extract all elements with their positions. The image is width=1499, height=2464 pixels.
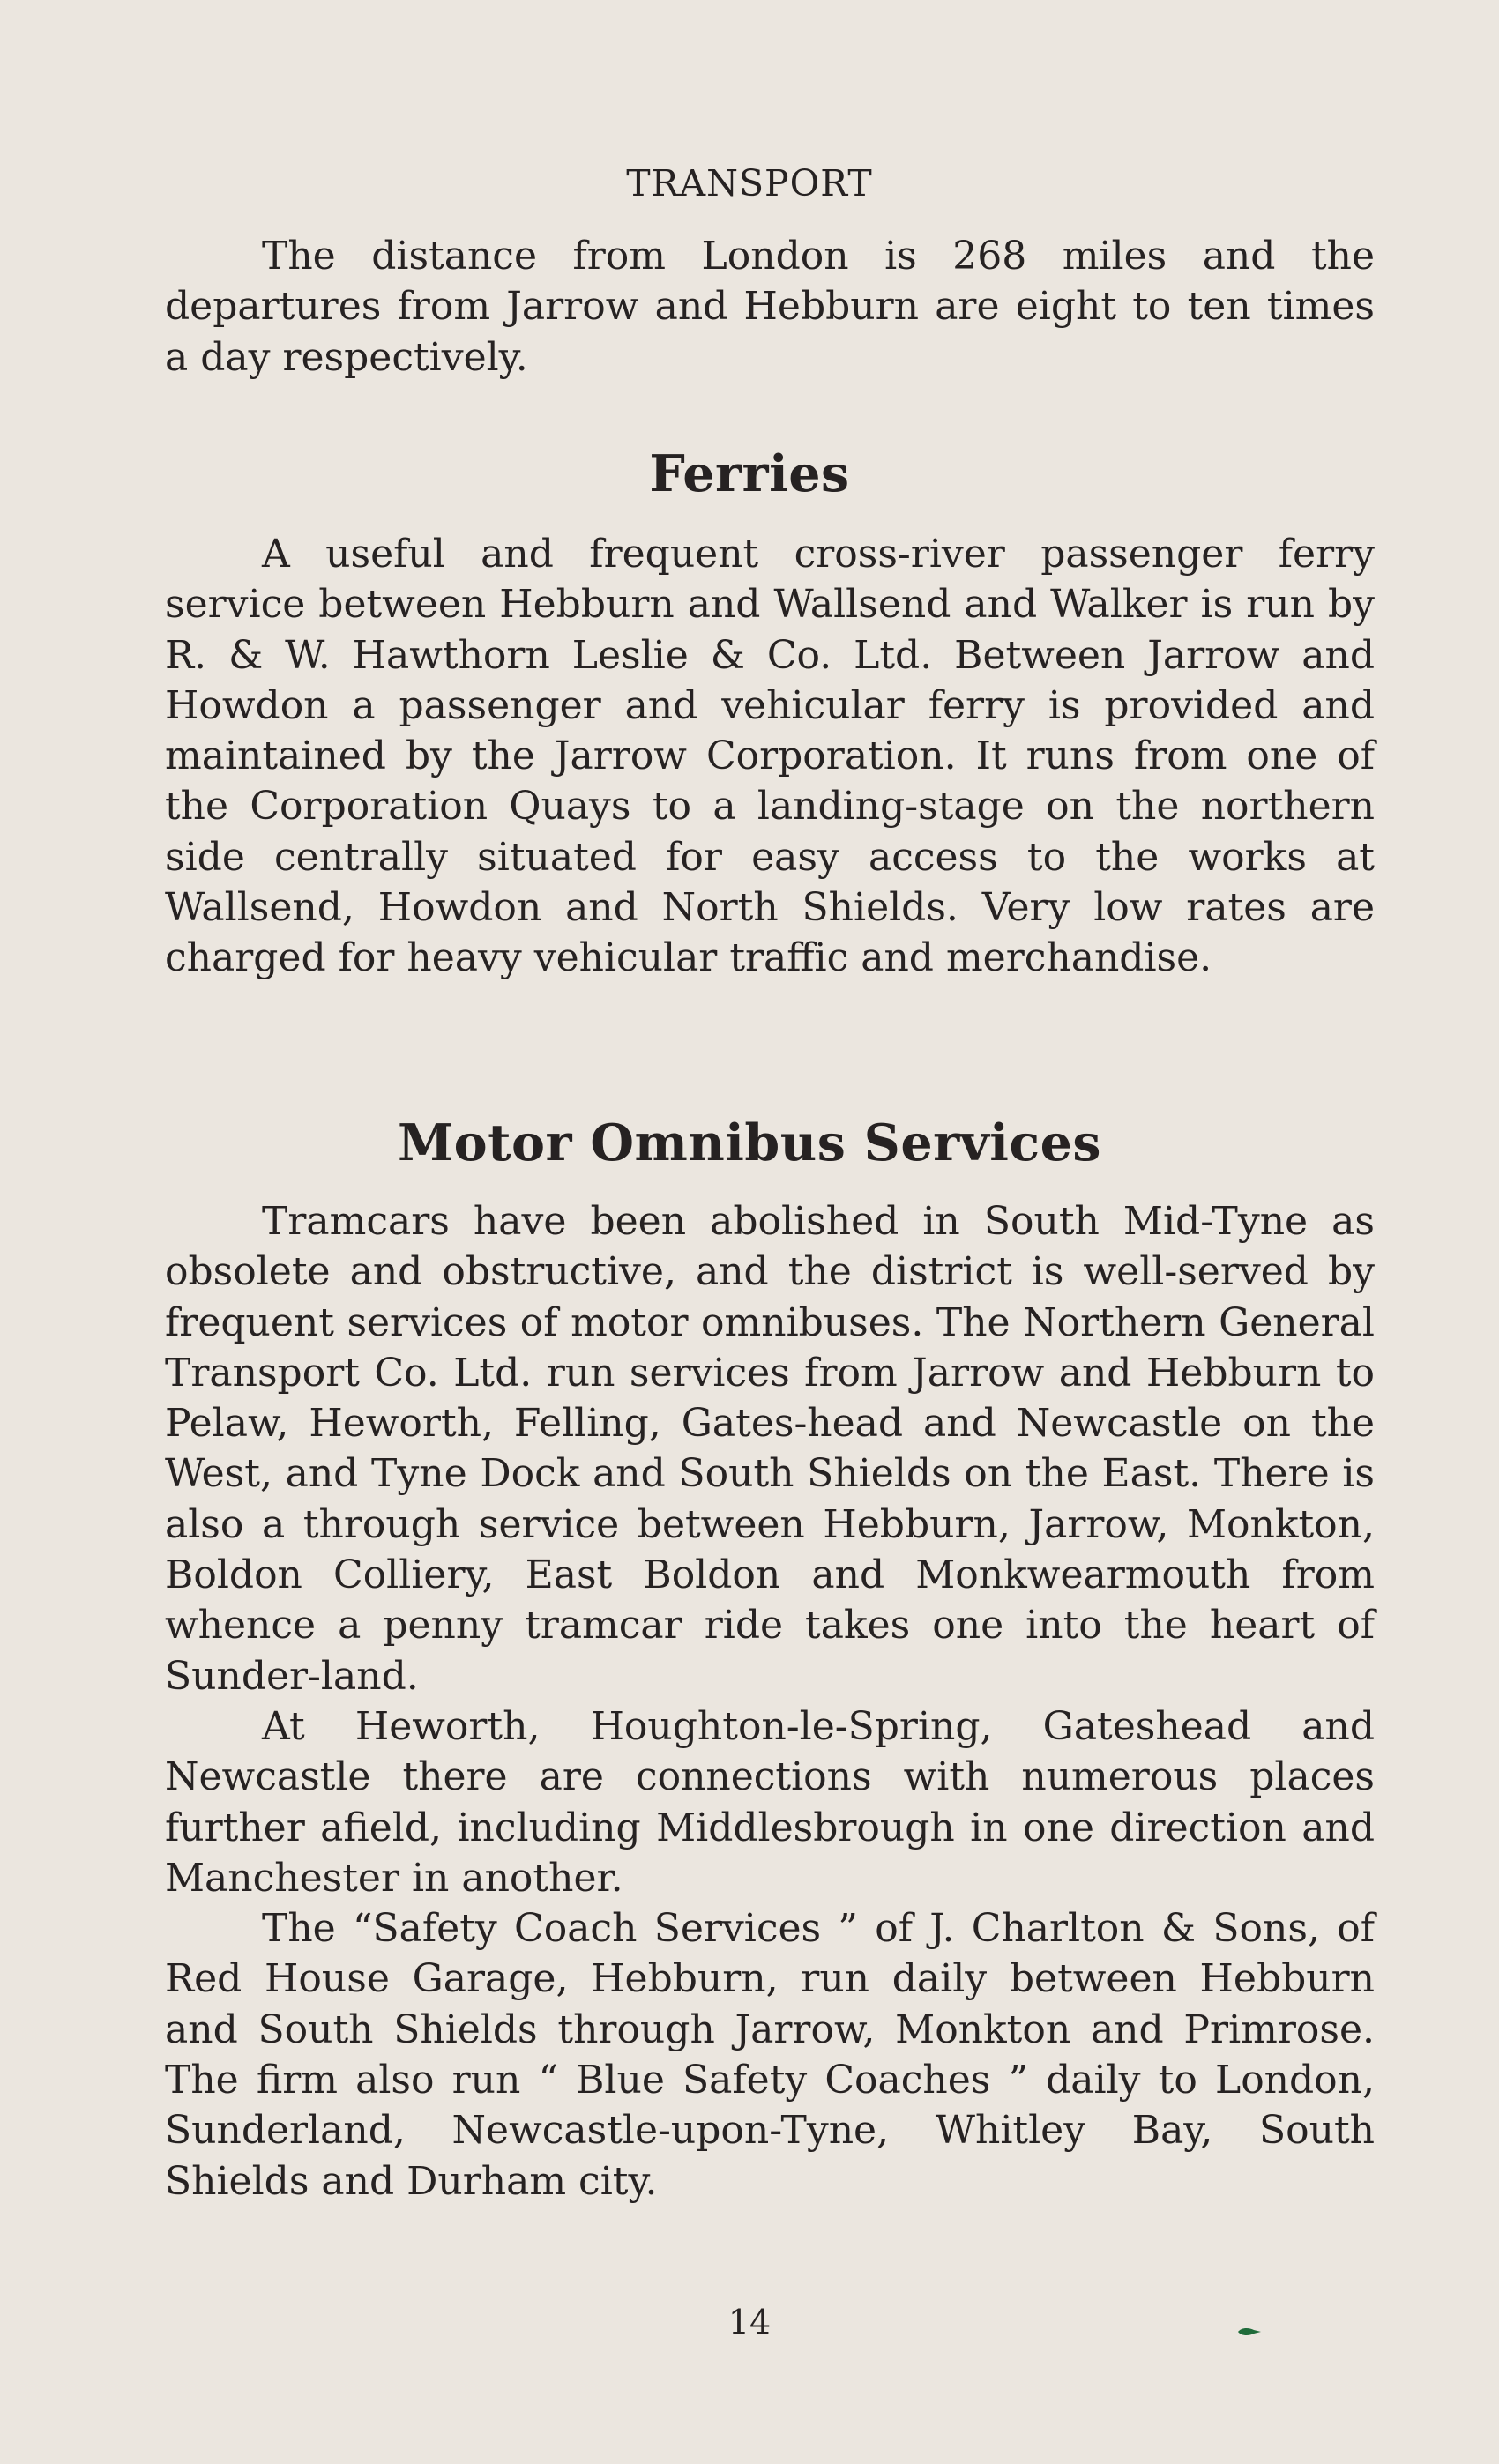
- green-ink-mark: [1236, 2326, 1263, 2338]
- ferries-heading: Ferries: [649, 444, 850, 503]
- ferries-paragraph: A useful and frequent cross-river passenger ferry service between Hebburn and Wallsend and Walker is run by R. & W. Hawthorn Leslie & Co. Ltd. Between Jarrow and Howdon a passenger and vehicular ferry is provided and maintained by the Jarrow Corporation. It runs from one of the Corporation Quays to a landing-stage on the northern side centrally situated for easy access to the works at Wallsend, Howdon and North Shields. Very low rates are charged for heavy vehicular traffic and merchandise.: [165, 532, 1375, 981]
- intro-section: [165, 231, 1375, 383]
- tramcars-paragraph: Tramcars have been abolished in South Mid-Tyne as obsolete and obstructive, and the district is well-served by frequent services of motor omnibuses. The Northern General Transport Co. Ltd. run services from Jarrow and Hebburn to Pelaw, Heworth, Felling, Gates-head and Newcastle on the West, and Tyne Dock and South Shields on the East. There is also a through service between Hebburn, Jarrow, Monkton, Boldon Colliery, East Boldon and Monkwearmouth from whence a penny tramcar ride takes one into the heart of Sunder-land.: [165, 1199, 1375, 1699]
- ferries-section: [165, 529, 1375, 984]
- running-head: TRANSPORT: [626, 162, 873, 205]
- intro-paragraph: The distance from London is 268 miles and the departures from Jarrow and Hebburn are eight to ten times a day respectively.: [165, 234, 1375, 380]
- motor-omnibus-heading: Motor Omnibus Services: [398, 1113, 1101, 1172]
- connections-paragraph: At Heworth, Houghton-le-Spring, Gateshead and Newcastle there are connections with numerous places further afield, including Middlesbrough in one direction and Manchester in another.: [165, 1703, 1375, 1901]
- page-number: 14: [727, 2303, 772, 2341]
- safety-coach-paragraph: The “Safety Coach Services ” of J. Charlton & Sons, of Red House Garage, Hebburn, run daily between Hebburn and South Shields through Jarrow, Monkton and Primrose. The firm also run “ Blue Safety Coaches ” daily to London, Sunderland, Newcastle-upon-Tyne, Whitley Bay, South Shields and Durham city.: [165, 1906, 1375, 2204]
- motor-omnibus-section: [165, 1196, 1375, 2207]
